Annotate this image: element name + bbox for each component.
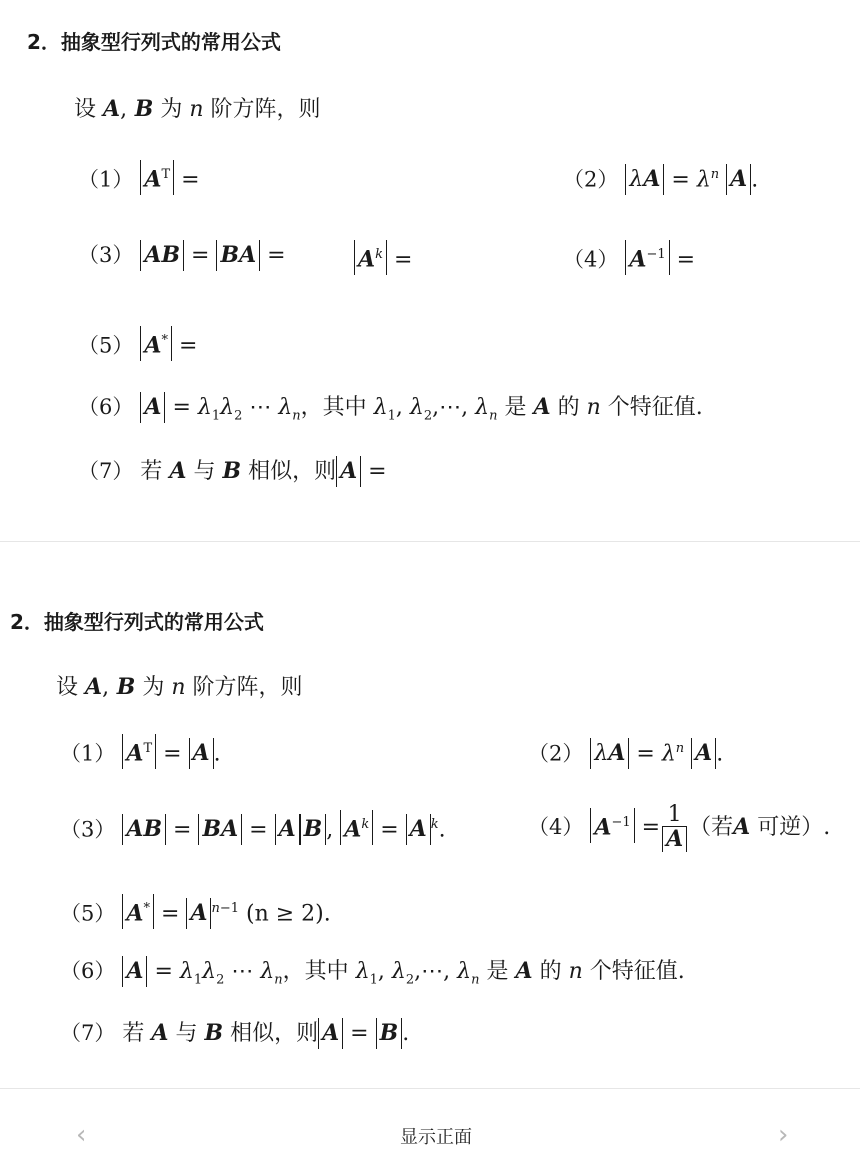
flashcard-front xyxy=(0,0,860,541)
front-item-2: （2） $\lambda A = \lambda^n$ A . xyxy=(563,160,758,195)
chevron-right-icon[interactable]: › xyxy=(778,1120,789,1150)
back-item-2: （2） $\lambda A = \lambda^n$ A . xyxy=(528,734,723,769)
front-title: 2．抽象型行列式的常用公式 xyxy=(27,30,281,54)
back-item-1: （1） $A^T = A$ . xyxy=(60,734,221,769)
front-item-1: （1） $A^T$ = xyxy=(78,160,200,195)
front-item-3b: $A^k$ = xyxy=(354,240,412,275)
flashcard-back xyxy=(0,542,860,1088)
chevron-left-icon[interactable]: ‹ xyxy=(76,1120,87,1150)
front-item-7: （7） 若 A 与 B 相似，则 A = xyxy=(78,456,387,487)
back-item-7: （7） 若 A 与 B 相似，则 A = B . xyxy=(60,1018,409,1049)
back-item-5: （5） A* = A $^{n-1}$ (n ≥ 2). xyxy=(60,894,331,929)
front-item-5: （5） A* = xyxy=(78,326,197,361)
det-at: $A^T$ xyxy=(140,160,174,195)
back-item-3: （3） AB = BA = A B , $A^k = A$ $^k$. xyxy=(60,810,446,845)
back-item-4: （4） $A^{-1}$ = $\frac{1}{A}$ （若A 可逆）. xyxy=(528,802,831,852)
back-title: 2．抽象型行列式的常用公式 xyxy=(10,610,264,634)
back-intro: 设 A, B 为 n 阶方阵，则 xyxy=(56,674,303,700)
show-front-button[interactable]: 显示正面 xyxy=(400,1127,472,1148)
card-navigation xyxy=(0,1089,860,1171)
front-item-4: （4） $A^{-1}$ = xyxy=(563,240,695,275)
intro-for: 为 xyxy=(160,97,183,122)
front-intro: 设 A, B 为 n 阶方阵，则 xyxy=(74,96,321,122)
front-item-6: （6） $A = \lambda_1\lambda_2$ ⋯ $\lambda_n$，其中 $\lambda_1$, $\lambda_2,\cdots$, $\lambda_n$ 是 A 的 n 个特征值. xyxy=(78,394,703,424)
fraction-one-over-det: $\frac{1}{A}$ xyxy=(662,804,687,852)
back-item-6: （6） $A = \lambda_1\lambda_2$ ⋯ $\lambda_n$，其中 $\lambda_1$, $\lambda_2,\cdots$, $\lambda_n$ 是 A 的 n 个特征值. xyxy=(60,958,685,988)
front-item-3: （3） AB = BA = xyxy=(78,240,286,271)
